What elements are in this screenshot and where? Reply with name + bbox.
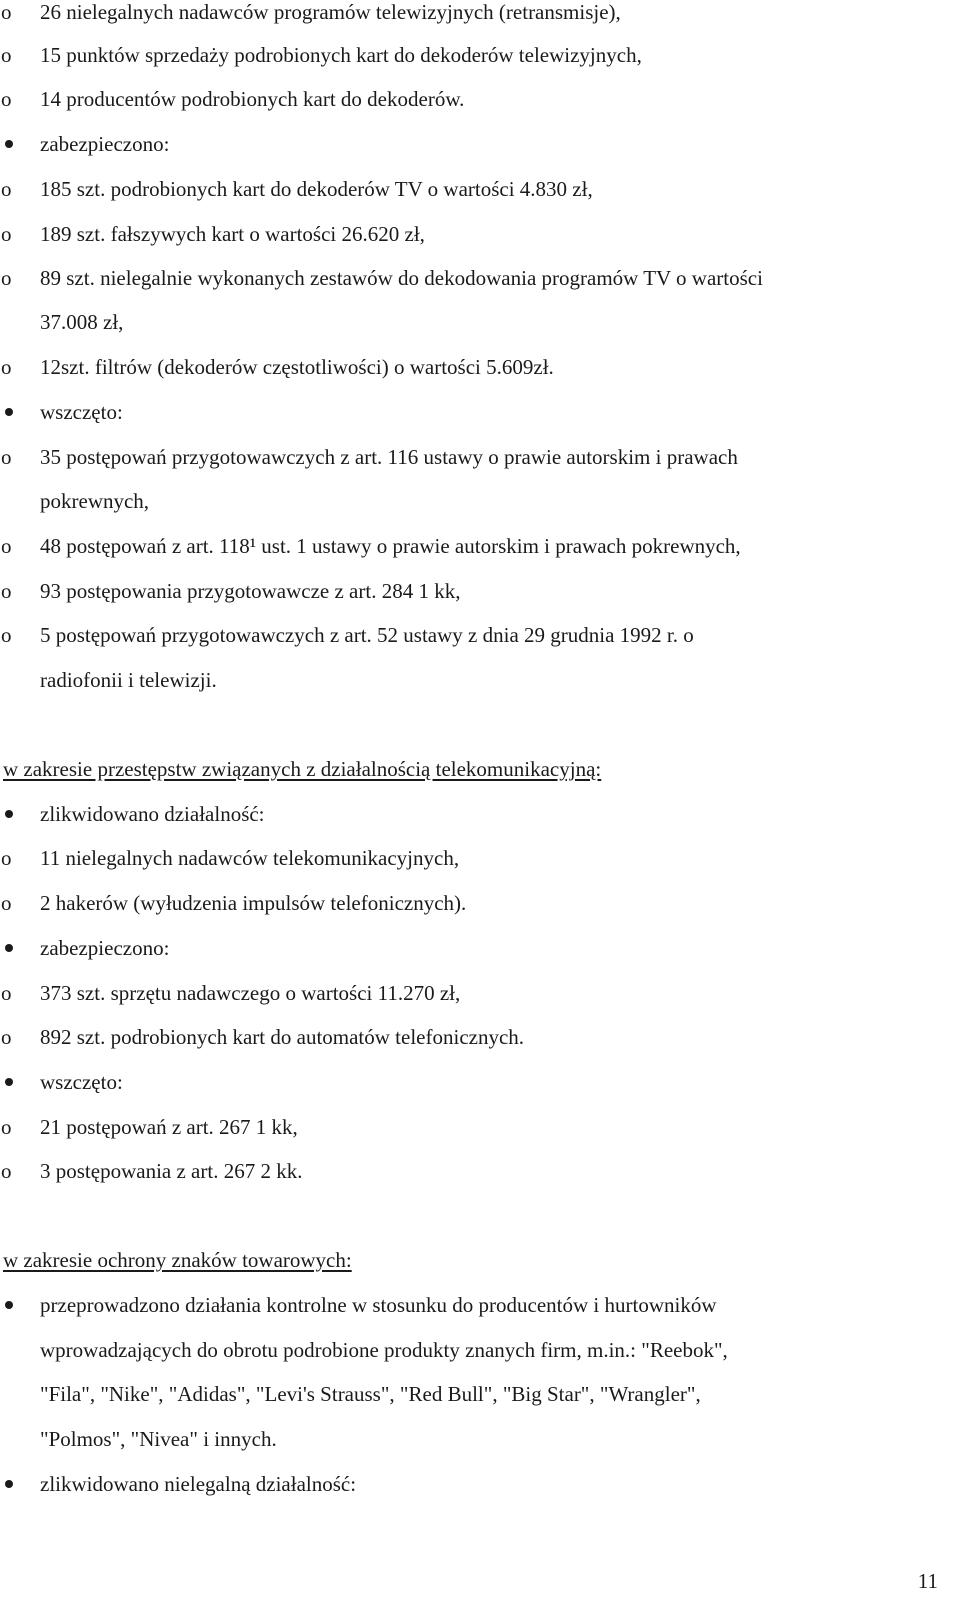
circle-bullet-icon: o (1, 1025, 12, 1049)
list-item-continuation: 37.008 zł, (40, 310, 124, 334)
filled-bullet-icon (0, 799, 30, 829)
circle-bullet-icon: o (1, 222, 12, 246)
circle-bullet-icon: o (1, 87, 12, 111)
circle-bullet-icon: o (1, 534, 12, 558)
filled-bullet-icon (0, 397, 30, 427)
circle-bullet-icon: o (1, 177, 12, 201)
list-item-continuation: "Polmos", "Nivea" i innych. (40, 1427, 277, 1451)
list-item-continuation: radiofonii i telewizji. (40, 668, 217, 692)
filled-bullet-icon (0, 1469, 30, 1499)
section-heading-trademarks: w zakresie ochrony znaków towarowych: (3, 1248, 352, 1272)
circle-bullet-icon: o (1, 1115, 12, 1139)
list-item-continuation: pokrewnych, (40, 489, 150, 513)
circle-bullet-icon: o (1, 445, 12, 469)
circle-bullet-icon: o (1, 266, 12, 290)
circle-bullet-icon: o (1, 43, 12, 67)
circle-bullet-icon: o (1, 891, 12, 915)
filled-bullet-icon (0, 1290, 30, 1320)
circle-bullet-icon: o (1, 981, 12, 1005)
filled-bullet-icon (0, 129, 30, 159)
circle-bullet-icon: o (1, 579, 12, 603)
filled-bullet-icon (0, 933, 30, 963)
page-number: 11 (917, 1569, 938, 1593)
circle-bullet-icon: o (1, 623, 12, 647)
filled-bullet-icon (0, 1067, 30, 1097)
circle-bullet-icon: o (1, 0, 12, 24)
list-item-continuation: wprowadzających do obrotu podrobione produkty znanych firm, m.in.: "Reebok", (40, 1338, 728, 1362)
list-item-continuation: "Fila", "Nike", "Adidas", "Levi's Strauss", "Red Bull", "Big Star", "Wrangler", (40, 1382, 701, 1406)
circle-bullet-icon: o (1, 355, 12, 379)
circle-bullet-icon: o (1, 1159, 12, 1183)
circle-bullet-icon: o (1, 846, 12, 870)
document-page: o 26 nielegalnych nadawców programów telewizyjnych (retransmisje), o 15 punktów sprzedaży podrobionych kart do dekoderów telewizyjnych, o 14 producentów podrobionych kart do dekoderów. zabezpieczono: o 185 szt. podrobionych kart do dekoderów TV o wartości 4.830 zł, o 189 szt. fałszywych kart o wartości 26.620 zł, o 89 szt. nielegalnie wykonanych zestawów do dekodowania programów TV o wartości 37.008 zł, o 12szt. filtrów (dekoderów częstotliwości) o wartości 5.609zł. wszczęto: o 35 postępowań przygotowawczych z art. 116 ustawy o prawie autorskim i prawach pokrewnych, o 48 postępowań z art. 118¹ ust. 1 ustawy o prawie autorskim i prawach pokrewnych, o 93 postępowania przygotowawcze z art. 284 1 kk, o 5 postępowań przygotowawczych z art. 52 ustawy z dnia 29 grudnia 1992 r. o radiofonii i telewizji. w zakresie przestępstw związanych z działalnością telekomunikacyjną: zlikwidowano działalność: o 11 nielegalnych nadawców telekomunikacyjnych, o 2 hakerów (wyłudzenia impulsów telefonicznych). zabezpieczono: o 373 szt. sprzętu nadawczego o wartości 11.270 zł, o 892 szt. podrobionych kart do automatów telefonicznych. wszczęto: o 21 postępowań z art. 267 1 kk, o 3 postępowania z art. 267 2 kk. w zakresie ochrony znaków towarowych: przeprowadzono działania kontrolne w stosunku do producentów i hurtowników wprowadzających do obrotu podrobione produkty znanych firm, m.in.: "Reebok", "Fila", "Nike", "Adidas", "Levi's Strauss", "Red Bull", "Big Star", "Wrangler", "Polmos", "Nivea" i innych. zlikwidowano nielegalną działalność: 11 (0, 0, 960, 1611)
section-heading-telecom: w zakresie przestępstw związanych z działalnością telekomunikacyjną: (3, 757, 602, 781)
